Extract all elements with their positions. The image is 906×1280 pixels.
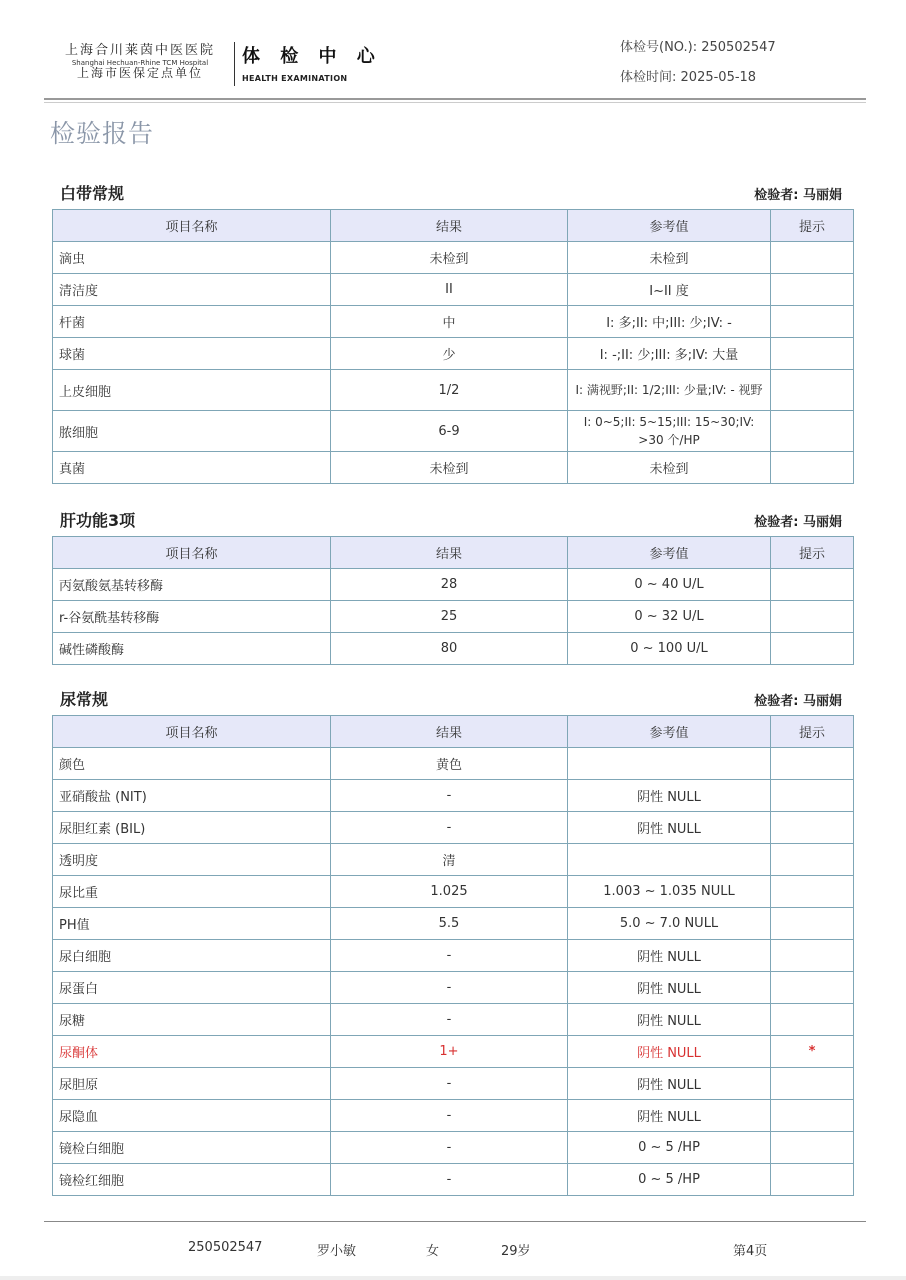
- table-row: [53, 411, 854, 452]
- result-cell: 6-9: [331, 411, 568, 452]
- column-header: 项目名称: [53, 716, 331, 748]
- table-header-row: [53, 210, 854, 242]
- reference-cell: 阴性 NULL: [568, 780, 771, 812]
- column-header: 参考值: [568, 716, 771, 748]
- reference-cell: I: -;II: 少;III: 多;IV: 大量: [568, 338, 771, 370]
- reference-cell: 0 ~ 40 U/L: [568, 569, 771, 601]
- footer-exam-no: 250502547: [188, 1240, 263, 1255]
- flag-cell: [771, 972, 854, 1004]
- reference-cell: [568, 748, 771, 780]
- item-name-cell: 尿比重: [53, 876, 331, 908]
- section-title: 肝功能3项: [60, 511, 136, 530]
- result-cell: 1.025: [331, 876, 568, 908]
- result-cell: 5.5: [331, 908, 568, 940]
- item-name-cell: 尿糖: [53, 1004, 331, 1036]
- item-name-cell: 杆菌: [53, 306, 331, 338]
- result-cell: 未检到: [331, 452, 568, 484]
- table-row: [53, 601, 854, 633]
- reference-cell: 阴性 NULL: [568, 1036, 771, 1068]
- header-divider: [234, 42, 235, 86]
- result-cell: 1+: [331, 1036, 568, 1068]
- item-name-cell: 尿胆原: [53, 1068, 331, 1100]
- exam-date-label: 体检时间:: [620, 70, 677, 85]
- reference-cell: 0 ~ 100 U/L: [568, 633, 771, 665]
- reference-cell: 阴性 NULL: [568, 812, 771, 844]
- result-cell: 80: [331, 633, 568, 665]
- flag-cell: [771, 876, 854, 908]
- reference-cell: 5.0 ~ 7.0 NULL: [568, 908, 771, 940]
- column-header: 结果: [331, 210, 568, 242]
- result-cell: 中: [331, 306, 568, 338]
- table-row: [53, 1164, 854, 1196]
- results-table: [52, 209, 854, 484]
- exam-no-label: 体检号(NO.):: [620, 40, 698, 55]
- item-name-cell: 尿蛋白: [53, 972, 331, 1004]
- flag-cell: [771, 633, 854, 665]
- hospital-logo: [48, 44, 232, 81]
- reference-cell: 阴性 NULL: [568, 1100, 771, 1132]
- result-cell: 未检到: [331, 242, 568, 274]
- reference-cell: 阴性 NULL: [568, 1068, 771, 1100]
- column-header: 结果: [331, 537, 568, 569]
- column-header: 提示: [771, 537, 854, 569]
- item-name-cell: 上皮细胞: [53, 370, 331, 411]
- flag-cell: [771, 780, 854, 812]
- result-cell: 28: [331, 569, 568, 601]
- result-cell: 少: [331, 338, 568, 370]
- table-row: [53, 1036, 854, 1068]
- result-cell: -: [331, 1068, 568, 1100]
- column-header: 提示: [771, 210, 854, 242]
- flag-cell: [771, 748, 854, 780]
- flag-cell: [771, 1068, 854, 1100]
- reference-cell: I~II 度: [568, 274, 771, 306]
- item-name-cell: 真菌: [53, 452, 331, 484]
- table-header-row: [53, 537, 854, 569]
- flag-cell: [771, 370, 854, 411]
- item-name-cell: 碱性磷酸酶: [53, 633, 331, 665]
- table-row: [53, 569, 854, 601]
- result-cell: -: [331, 812, 568, 844]
- item-name-cell: 透明度: [53, 844, 331, 876]
- result-cell: II: [331, 274, 568, 306]
- flag-cell: [771, 569, 854, 601]
- results-table: [52, 536, 854, 665]
- header-rule: [44, 98, 866, 100]
- center-logo: [242, 42, 382, 83]
- reference-cell: 0 ~ 5 /HP: [568, 1132, 771, 1164]
- flag-cell: [771, 812, 854, 844]
- item-name-cell: 颜色: [53, 748, 331, 780]
- column-header: 项目名称: [53, 210, 331, 242]
- reference-cell: 阴性 NULL: [568, 1004, 771, 1036]
- center-name-en: HEALTH EXAMINATION: [242, 74, 348, 83]
- bottom-edge: [0, 1276, 906, 1280]
- table-row: [53, 274, 854, 306]
- table-row: [53, 242, 854, 274]
- footer-page-number: 第4页: [733, 1244, 768, 1259]
- item-name-cell: 亚硝酸盐 (NIT): [53, 780, 331, 812]
- item-name-cell: 镜检红细胞: [53, 1164, 331, 1196]
- result-cell: -: [331, 1100, 568, 1132]
- reference-cell: 阴性 NULL: [568, 972, 771, 1004]
- item-name-cell: 尿胆红素 (BIL): [53, 812, 331, 844]
- result-cell: 清: [331, 844, 568, 876]
- reference-cell: I: 多;II: 中;III: 少;IV: -: [568, 306, 771, 338]
- flag-cell: [771, 1004, 854, 1036]
- section-inspector: 检验者: 马丽娟: [754, 188, 842, 203]
- footer-rule: [44, 1221, 866, 1222]
- center-name: 体 检 中 心: [242, 46, 382, 67]
- flag-cell: [771, 1164, 854, 1196]
- reference-cell: 未检到: [568, 452, 771, 484]
- table-row: [53, 1004, 854, 1036]
- flag-cell: [771, 844, 854, 876]
- result-cell: 黄色: [331, 748, 568, 780]
- table-row: [53, 452, 854, 484]
- hospital-name: 上海合川莱茵中医医院: [64, 43, 215, 58]
- footer-patient-name: 罗小敏: [317, 1244, 357, 1259]
- reference-cell: 阴性 NULL: [568, 940, 771, 972]
- flag-cell: [771, 601, 854, 633]
- flag-cell: [771, 274, 854, 306]
- item-name-cell: 丙氨酸氨基转移酶: [53, 569, 331, 601]
- table-row: [53, 844, 854, 876]
- result-cell: -: [331, 1164, 568, 1196]
- flag-cell: [771, 306, 854, 338]
- table-row: [53, 972, 854, 1004]
- flag-cell: *: [771, 1036, 854, 1068]
- item-name-cell: 滴虫: [53, 242, 331, 274]
- flag-cell: [771, 452, 854, 484]
- result-cell: 25: [331, 601, 568, 633]
- exam-meta: [620, 38, 776, 98]
- report-header: [44, 38, 866, 98]
- footer-age: 29岁: [501, 1244, 531, 1259]
- result-cell: -: [331, 1004, 568, 1036]
- item-name-cell: 脓细胞: [53, 411, 331, 452]
- reference-cell: I: 0~5;II: 5~15;III: 15~30;IV: >30 个/HP: [568, 411, 771, 452]
- hospital-subtitle: 上海市医保定点单位: [76, 65, 203, 80]
- reference-cell: 0 ~ 5 /HP: [568, 1164, 771, 1196]
- result-cell: -: [331, 780, 568, 812]
- table-header-row: [53, 716, 854, 748]
- table-row: [53, 876, 854, 908]
- report-title: 检验报告: [50, 119, 155, 148]
- section-inspector: 检验者: 马丽娟: [754, 515, 842, 530]
- flag-cell: [771, 908, 854, 940]
- reference-cell: 1.003 ~ 1.035 NULL: [568, 876, 771, 908]
- item-name-cell: 尿隐血: [53, 1100, 331, 1132]
- column-header: 参考值: [568, 537, 771, 569]
- flag-cell: [771, 338, 854, 370]
- flag-cell: [771, 1132, 854, 1164]
- item-name-cell: r-谷氨酰基转移酶: [53, 601, 331, 633]
- column-header: 项目名称: [53, 537, 331, 569]
- section-title: 尿常规: [60, 690, 109, 709]
- reference-cell: I: 满视野;II: 1/2;III: 少量;IV: - 视野: [568, 370, 771, 411]
- section-title: 白带常规: [60, 184, 125, 203]
- results-table: [52, 715, 854, 1196]
- footer-gender: 女: [426, 1244, 440, 1259]
- item-name-cell: 清洁度: [53, 274, 331, 306]
- flag-cell: [771, 242, 854, 274]
- table-row: [53, 1068, 854, 1100]
- table-row: [53, 1132, 854, 1164]
- result-cell: 1/2: [331, 370, 568, 411]
- table-row: [53, 812, 854, 844]
- table-row: [53, 306, 854, 338]
- reference-cell: 未检到: [568, 242, 771, 274]
- flag-cell: [771, 411, 854, 452]
- flag-cell: [771, 940, 854, 972]
- table-row: [53, 370, 854, 411]
- reference-cell: [568, 844, 771, 876]
- column-header: 提示: [771, 716, 854, 748]
- result-cell: -: [331, 972, 568, 1004]
- flag-cell: [771, 1100, 854, 1132]
- section-inspector: 检验者: 马丽娟: [754, 694, 842, 709]
- table-row: [53, 633, 854, 665]
- header-rule-thin: [44, 102, 866, 103]
- item-name-cell: 镜检白细胞: [53, 1132, 331, 1164]
- table-row: [53, 1100, 854, 1132]
- exam-date: 2025-05-18: [680, 70, 757, 85]
- item-name-cell: PH值: [53, 908, 331, 940]
- reference-cell: 0 ~ 32 U/L: [568, 601, 771, 633]
- hospital-name-en: Shanghai Hechuan-Rhine TCM Hospital: [71, 58, 209, 67]
- column-header: 参考值: [568, 210, 771, 242]
- item-name-cell: 尿白细胞: [53, 940, 331, 972]
- table-row: [53, 780, 854, 812]
- table-row: [53, 338, 854, 370]
- exam-no: 250502547: [701, 40, 776, 55]
- column-header: 结果: [331, 716, 568, 748]
- result-cell: -: [331, 940, 568, 972]
- table-row: [53, 748, 854, 780]
- result-cell: -: [331, 1132, 568, 1164]
- table-row: [53, 940, 854, 972]
- table-row: [53, 908, 854, 940]
- item-name-cell: 球菌: [53, 338, 331, 370]
- item-name-cell: 尿酮体: [53, 1036, 331, 1068]
